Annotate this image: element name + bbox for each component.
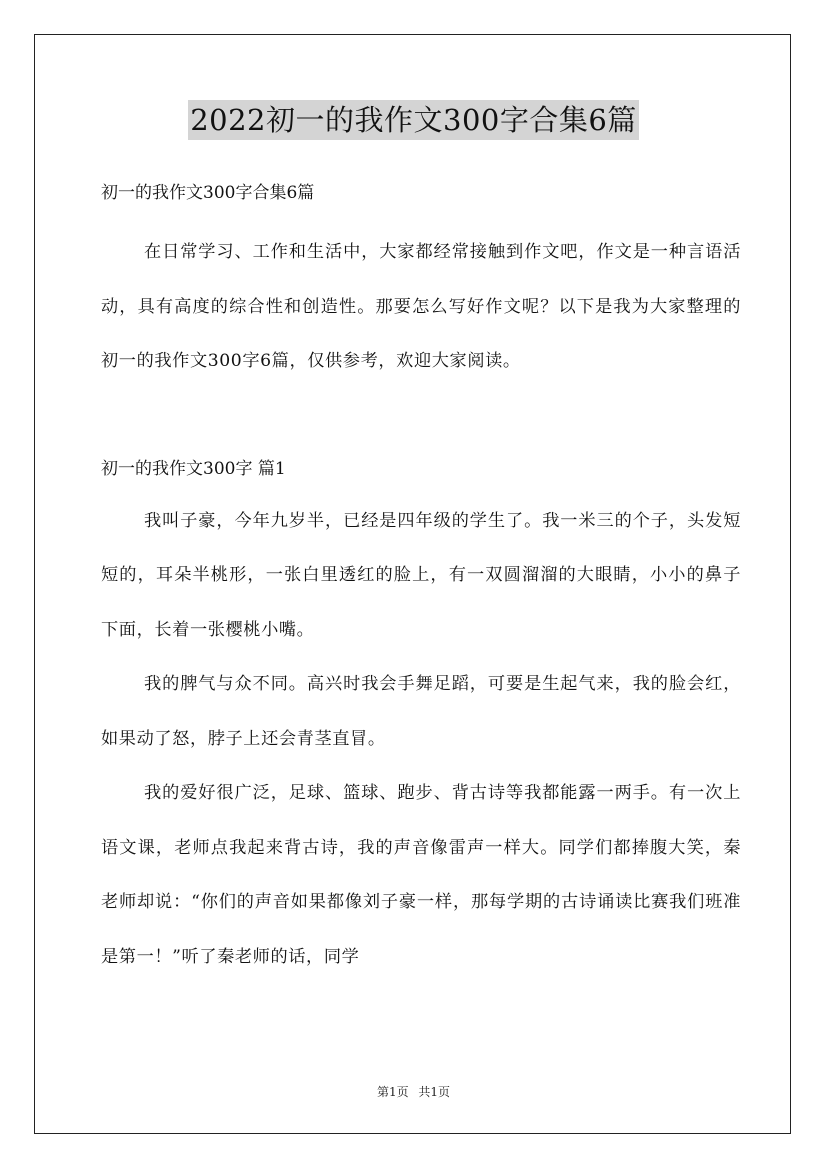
document-title: 2022初一的我作文300字合集6篇 [188, 100, 639, 140]
document-body [101, 171, 741, 984]
page-number: 第1页 [376, 1085, 409, 1099]
page-total: 共1页 [418, 1085, 451, 1099]
document-subtitle: 初一的我作文300字合集6篇 [101, 183, 315, 203]
section-heading: 初一的我作文300字 篇1 [101, 458, 286, 479]
section-paragraph: 我叫子豪，今年九岁半，已经是四年级的学生了。我一米三的个子，头发短短的，耳朵半桃形，一张白里透红的脸上，有一双圆溜溜的大眼睛，小小的鼻子下面，长着一张樱桃小嘴。 [101, 510, 741, 640]
page-footer [0, 1083, 827, 1101]
intro-paragraph: 在日常学习、工作和生活中，大家都经常接触到作文吧，作文是一种言语活动，具有高度的综合性和创造性。那要怎么写好作文呢？以下是我为大家整理的初一的我作文300字6篇，仅供参考，欢迎大家阅读。 [101, 242, 741, 371]
title-container [0, 100, 827, 140]
section-paragraph: 我的爱好很广泛，足球、篮球、跑步、背古诗等我都能露一两手。有一次上语文课，老师点我起来背古诗，我的声音像雷声一样大。同学们都捧腹大笑，秦老师却说：“你们的声音如果都像刘子豪一样，那每学期的古诗诵读比赛我们班准是第一！”听了秦老师的话，同学 [101, 783, 741, 967]
section-paragraph: 我的脾气与众不同。高兴时我会手舞足蹈，可要是生起气来，我的脸会红，如果动了怒，脖子上还会青茎直冒。 [101, 674, 741, 749]
